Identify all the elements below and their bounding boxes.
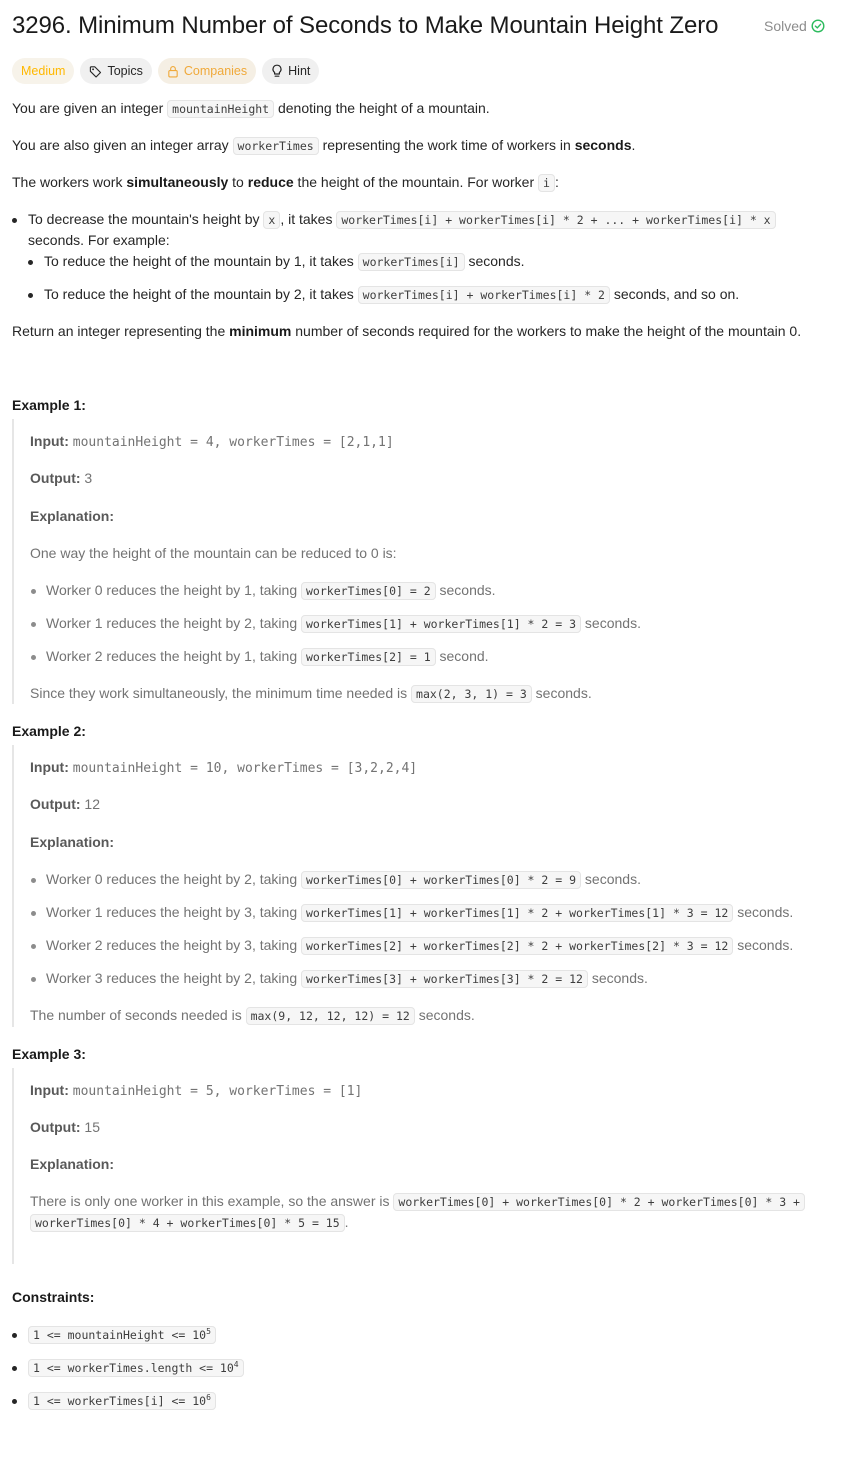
inline-code: x xyxy=(263,211,280,229)
input-label: Input: xyxy=(30,433,69,449)
description-paragraph xyxy=(12,174,559,190)
text: to xyxy=(228,174,248,190)
text: To reduce the height of the mountain by 2, it takes xyxy=(44,286,358,302)
text: Worker 3 reduces the height by 2, taking xyxy=(46,970,301,986)
text: seconds. xyxy=(581,615,641,631)
example-input xyxy=(30,433,394,450)
output-label: Output: xyxy=(30,470,81,486)
bold-text: simultaneously xyxy=(126,174,229,190)
hint-button[interactable] xyxy=(262,58,319,84)
example-outro xyxy=(30,685,592,701)
output-label: Output: xyxy=(30,796,81,812)
text: , it takes xyxy=(280,211,337,227)
solved-label: Solved xyxy=(764,18,807,34)
text: number of seconds required for the workers to make the height of the mountain 0. xyxy=(291,323,802,339)
list-item xyxy=(46,648,489,664)
list-item xyxy=(46,904,793,920)
text: seconds. xyxy=(587,970,648,986)
description-paragraph xyxy=(12,137,635,153)
text: The workers work xyxy=(12,174,127,190)
list-item xyxy=(46,970,648,986)
inline-code: workerTimes[3] + workerTimes[3] * 2 = 12 xyxy=(301,970,588,988)
inline-code: workerTimes[2] = 1 xyxy=(301,648,436,666)
problem-description xyxy=(12,86,848,1462)
example-outro xyxy=(30,1007,475,1023)
output-value: 15 xyxy=(84,1119,100,1135)
example-heading: Example 3: xyxy=(12,1046,86,1062)
output-value: 12 xyxy=(84,796,100,812)
example-intro: One way the height of the mountain can be reduced to 0 is: xyxy=(30,545,397,561)
text: Worker 1 reduces the height by 2, taking xyxy=(46,615,301,631)
text: : xyxy=(554,174,559,190)
text: There is only one worker in this example, so the answer is xyxy=(30,1193,394,1209)
title-row xyxy=(12,0,848,58)
explanation-label: Explanation: xyxy=(30,834,115,850)
text: seconds. xyxy=(435,582,496,598)
explanation-label: Explanation: xyxy=(30,508,115,524)
text: You are given an integer xyxy=(12,100,168,116)
inline-code: max(2, 3, 1) = 3 xyxy=(411,685,532,703)
text: seconds. xyxy=(414,1007,475,1023)
text: . xyxy=(631,137,636,153)
inline-code: workerTimes[0] * 4 + workerTimes[0] * 5 = 15 xyxy=(30,1214,345,1232)
text: Worker 2 reduces the height by 1, taking xyxy=(46,648,301,664)
text: Return an integer representing the xyxy=(12,323,230,339)
text: Worker 0 reduces the height by 1, taking xyxy=(46,582,301,598)
input-value: mountainHeight = 10, workerTimes = [3,2,2,4] xyxy=(72,761,418,776)
inline-code: workerTimes[0] + workerTimes[0] * 2 + workerTimes[0] * 3 + xyxy=(393,1193,805,1211)
bold-text: minimum xyxy=(229,323,292,339)
constraint-text: 1 <= mountainHeight <= 10 xyxy=(33,1328,207,1342)
bold-text: seconds xyxy=(574,137,632,153)
inline-code: workerTimes[i] + workerTimes[i] * 2 + ... + workerTimes[i] * x xyxy=(336,211,775,229)
text: seconds. xyxy=(733,904,794,920)
text: To decrease the mountain's height by xyxy=(28,211,264,227)
example-explanation-label xyxy=(30,834,114,850)
description-paragraph xyxy=(12,323,801,339)
hint-label: Hint xyxy=(288,64,311,78)
inline-code: workerTimes[i] + workerTimes[i] * 2 xyxy=(358,286,610,304)
inline-code xyxy=(28,1326,216,1344)
example-explanation-label xyxy=(30,508,114,524)
list-item xyxy=(28,211,776,227)
difficulty-label: Medium xyxy=(21,64,66,78)
input-value: mountainHeight = 5, workerTimes = [1] xyxy=(72,1084,363,1099)
lock-icon xyxy=(167,65,179,78)
text: denoting the height of a mountain. xyxy=(274,100,490,116)
output-label: Output: xyxy=(30,1119,81,1135)
topics-label: Topics xyxy=(107,64,143,78)
inline-code: workerTimes[i] xyxy=(358,253,465,271)
text: seconds. xyxy=(531,685,592,701)
example-outro-continuation xyxy=(30,1214,349,1230)
list-item xyxy=(46,582,496,598)
inline-code: workerTimes[0] = 2 xyxy=(301,582,436,600)
constraint-text: 1 <= workerTimes.length <= 10 xyxy=(33,1361,234,1375)
check-circle-icon xyxy=(811,19,825,33)
page-title[interactable]: 3296. Minimum Number of Seconds to Make Mountain Height Zero xyxy=(12,12,719,39)
constraints-heading: Constraints: xyxy=(12,1289,95,1305)
text: The number of seconds needed is xyxy=(30,1007,246,1023)
constraint-item xyxy=(28,1359,244,1375)
lightbulb-icon xyxy=(271,64,283,78)
text: seconds. xyxy=(581,871,641,887)
constraint-text: 1 <= workerTimes[i] <= 10 xyxy=(33,1394,207,1408)
constraint-item xyxy=(28,1392,216,1408)
example-input xyxy=(30,759,417,776)
explanation-label: Explanation: xyxy=(30,1156,115,1172)
difficulty-badge xyxy=(12,58,74,84)
list-item xyxy=(46,937,793,953)
example-heading: Example 1: xyxy=(12,397,86,413)
text: seconds, and so on. xyxy=(609,286,740,302)
text: second. xyxy=(435,648,489,664)
exponent: 5 xyxy=(206,1327,211,1337)
text: You are also given an integer array xyxy=(12,137,233,153)
input-value: mountainHeight = 4, workerTimes = [2,1,1] xyxy=(72,435,394,450)
exponent: 6 xyxy=(206,1393,211,1403)
text: . xyxy=(344,1214,349,1230)
companies-label: Companies xyxy=(183,64,248,78)
inline-code: workerTimes[2] + workerTimes[2] * 2 + workerTimes[2] * 3 = 12 xyxy=(301,937,733,955)
inline-code: workerTimes[1] + workerTimes[1] * 2 = 3 xyxy=(301,615,581,633)
example-output xyxy=(30,1119,100,1135)
inline-code: i xyxy=(538,174,555,192)
input-label: Input: xyxy=(30,1082,69,1098)
list-item-continuation xyxy=(28,232,170,248)
inline-code: workerTimes[1] + workerTimes[1] * 2 + workerTimes[1] * 3 = 12 xyxy=(301,904,733,922)
example-block xyxy=(12,745,832,1027)
example-input xyxy=(30,1082,362,1099)
tag-bar xyxy=(12,58,848,86)
text: seconds. xyxy=(464,253,525,269)
list-item xyxy=(44,253,525,269)
text: To reduce the height of the mountain by 1, it takes xyxy=(44,253,358,269)
inline-code xyxy=(28,1359,244,1377)
example-output xyxy=(30,796,100,812)
list-item xyxy=(46,871,641,887)
text: seconds. xyxy=(733,937,794,953)
text: representing the work time of workers in xyxy=(318,137,575,153)
example-outro xyxy=(30,1193,805,1209)
topics-button[interactable] xyxy=(80,58,151,84)
list-item xyxy=(44,286,739,302)
text: Since they work simultaneously, the minimum time needed is xyxy=(30,685,412,701)
text: the height of the mountain. For worker xyxy=(293,174,539,190)
text: Worker 1 reduces the height by 3, taking xyxy=(46,904,301,920)
solved-status xyxy=(764,18,825,34)
example-output xyxy=(30,470,92,486)
example-block xyxy=(12,419,832,704)
bold-text: reduce xyxy=(247,174,294,190)
example-block xyxy=(12,1068,832,1264)
inline-code: workerTimes[0] + workerTimes[0] * 2 = 9 xyxy=(301,871,581,889)
inline-code: max(9, 12, 12, 12) = 12 xyxy=(246,1007,415,1025)
example-heading: Example 2: xyxy=(12,723,86,739)
inline-code xyxy=(28,1392,216,1410)
companies-button[interactable] xyxy=(158,58,256,84)
text: seconds. For example: xyxy=(28,232,170,248)
text: Worker 2 reduces the height by 3, taking xyxy=(46,937,301,953)
inline-code: mountainHeight xyxy=(167,100,274,118)
constraint-item xyxy=(28,1326,216,1342)
output-value: 3 xyxy=(84,470,93,486)
inline-code: workerTimes xyxy=(233,137,319,155)
input-label: Input: xyxy=(30,759,69,775)
description-paragraph xyxy=(12,100,490,116)
text: Worker 0 reduces the height by 2, taking xyxy=(46,871,301,887)
exponent: 4 xyxy=(233,1360,239,1370)
example-explanation-label xyxy=(30,1156,114,1172)
list-item xyxy=(46,615,641,631)
tag-icon xyxy=(89,65,102,78)
